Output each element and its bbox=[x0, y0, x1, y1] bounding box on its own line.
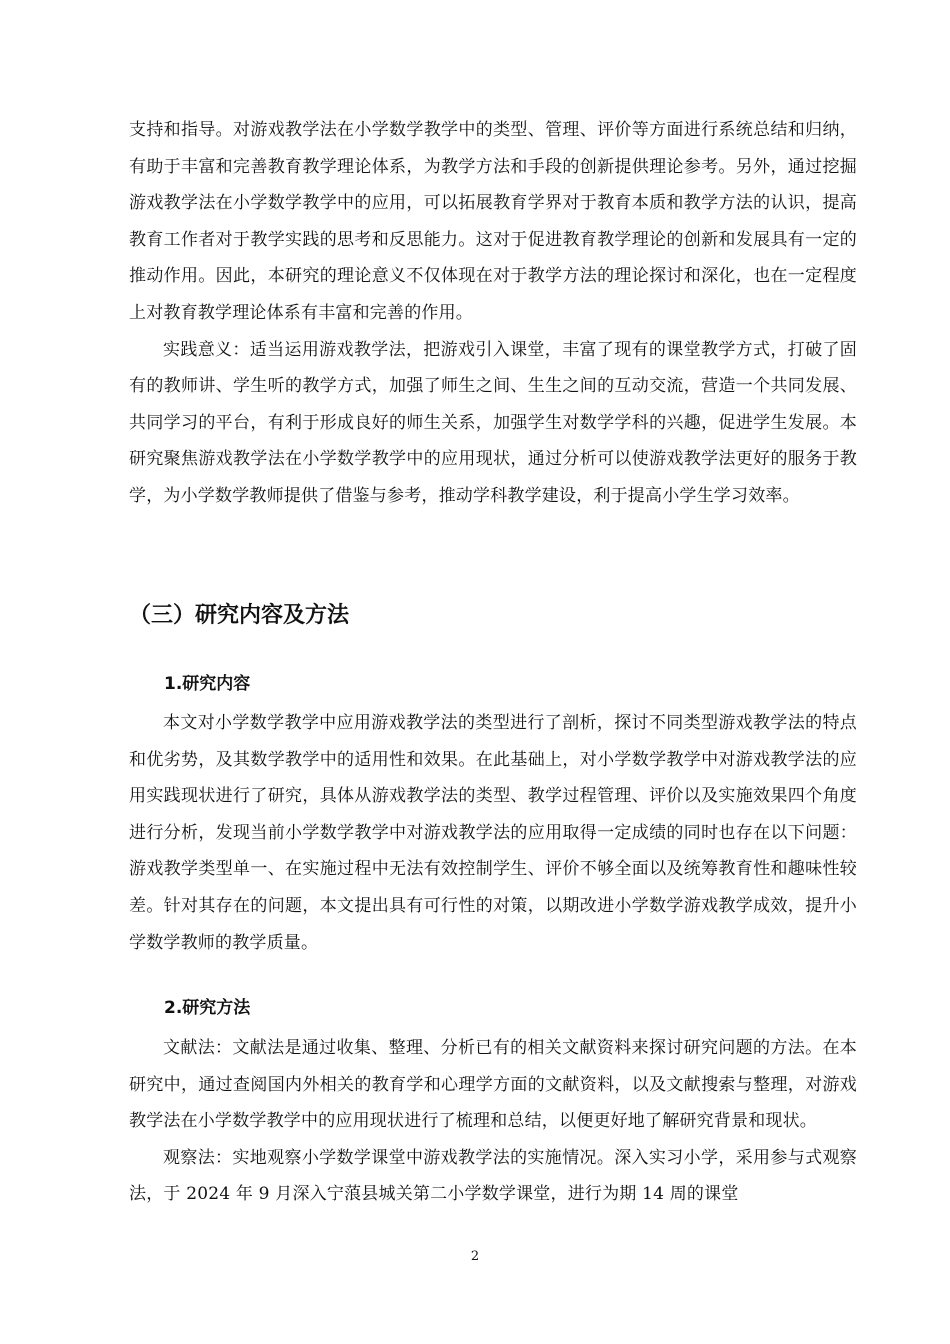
section-heading: （三）研究内容及方法 bbox=[129, 603, 350, 628]
subheading-research-methods: 2.研究方法 bbox=[164, 998, 251, 1018]
top-text-block bbox=[129, 112, 857, 515]
research-methods-block bbox=[129, 1030, 857, 1213]
page-number: 2 bbox=[470, 1249, 480, 1264]
paragraph-literature-method: 文献法：文献法是通过收集、整理、分析已有的相关文献资料来探讨研究问题的方法。在本研究中，通过查阅国内外相关的教育学和心理学方面的文献资料，以及文献搜索与整理，对游戏教学法在小学数学教学中的应用现状进行了梳理和总结，以便更好地了解研究背景和现状。 bbox=[129, 1038, 857, 1132]
subheading-research-content: 1.研究内容 bbox=[164, 674, 251, 694]
paragraph-research-content: 本文对小学数学教学中应用游戏教学法的类型进行了剖析，探讨不同类型游戏教学法的特点和优劣势，及其数学教学中的适用性和效果。在此基础上，对小学数学教学中对游戏教学法的应用实践现状进行了研究，具体从游戏教学法的类型、教学过程管理、评价以及实施效果四个角度进行分析，发现当前小学数学教学中对游戏教学法的应用取得一定成绩的同时也存在以下问题：游戏教学类型单一、在实施过程中无法有效控制学生、评价不够全面以及统筹教育性和趣味性较差。针对其存在的问题，本文提出具有可行性的对策，以期改进小学数学游戏教学成效，提升小学数学教师的教学质量。 bbox=[129, 713, 857, 953]
paragraph-theory-significance: 支持和指导。对游戏教学法在小学数学教学中的类型、管理、评价等方面进行系统总结和归纳，有助于丰富和完善教育教学理论体系，为教学方法和手段的创新提供理论参考。另外，通过挖掘游戏教学法在小学数学教学中的应用，可以拓展教育学界对于教育本质和教学方法的认识，提高教育工作者对于教学实践的思考和反思能力。这对于促进教育教学理论的创新和发展具有一定的推动作用。因此，本研究的理论意义不仅体现在对于教学方法的理论探讨和深化，也在一定程度上对教育教学理论体系有丰富和完善的作用。 bbox=[129, 120, 857, 323]
research-content-block bbox=[129, 705, 857, 961]
paragraph-observation-method: 观察法：实地观察小学数学课堂中游戏教学法的实施情况。深入实习小学，采用参与式观察法，于 2024 年 9 月深入宁蒗县城关第二小学数学课堂，进行为期 14 周的课堂 bbox=[129, 1147, 857, 1205]
paragraph-practice-significance: 实践意义：适当运用游戏教学法，把游戏引入课堂，丰富了现有的课堂教学方式，打破了固有的教师讲、学生听的教学方式，加强了师生之间、生生之间的互动交流，营造一个共同发展、共同学习的平台，有利于形成良好的师生关系，加强学生对数学学科的兴趣，促进学生发展。本研究聚焦游戏教学法在小学数学教学中的应用现状，通过分析可以使游戏教学法更好的服务于教学，为小学数学教师提供了借鉴与参考，推动学科教学建设，利于提高小学生学习效率。 bbox=[129, 339, 857, 506]
